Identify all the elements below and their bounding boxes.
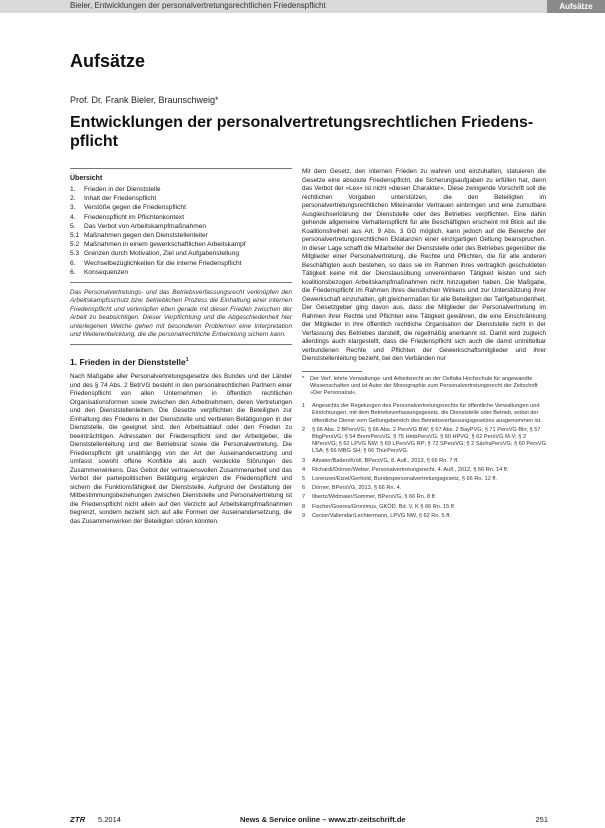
author-line: Prof. Dr. Frank Bieler, Braunschweig*	[70, 95, 219, 105]
body-text-continued: Mit dem Gesetz, den internen Frieden zu wahren und einzuhalten, statuieren die Gesetze eine absolute Friedenspflicht, die Sicherungsaufgaben zu erfüllen hat, denn das Verbot der »Lex« ist nicht »diesen Charakter«. Diese zwingende Vorschrift soll die rechtlichen Vorgaben unterstützen, die den Beteiligten im personalvertretungsrechtlichen Miteinander Vertrauen einbringen und eine zumutbare Ausgleichserklärung der Dienststelle oder des Betriebes verpflichten. Eine dahin gehende allgemeine Verhaltenspflicht für alle Beschäftigten erscheint mit Blick auf die Koalitionsfreiheit aus Art. 9 Abs. 3 GG möglich, kann jedoch auf die Bereiche der personalvertretungsrechtlichen Eklatanzen einer einzigartigen Geltung beanspruchen. In dieser Lage schafft die Mitarbeiter der Dienststelle oder des Betriebes gegenüber die Mitglieder einer Personalvertretung, die Rechte und Pflichten, die für alle anderen Beschäftigten auch bestehen, so dass sie im Rahmen ihres vertraglich geschuldeten Tätigkeit keine mit der Dienstausübung unvereinbaren Tätigkeit leisten und sich koalitionsbezogen Arbeitskampfmaßnahmen nicht hinzugeben haben. Die Maßgabe, die Friedenspflicht im Rahmen ihres dienstlichen Wirkens und zur Unterstützung ihrer Gewerkschaft einzuhalten, gilt gleichermaßen für alle Beteiligten der Tarifgebundenheit. Der Gesetzgeber ging davon aus, dass die Mitglieder der Personalvertretung im Rahmen ihrer Rechte und Pflichten eine Tätigkeit gewähren, die eine Einschränkung der Mitglieder in ihre öffentlich rechtliche Organisation der Dienststelle nicht in der Verfassung des Betriebes darstellt, die regelmäßig anerkannt ist. Damit wird zugleich allerdings auch klargestellt, dass die Friedenspflicht sich auch die damit unmittelbar verbundenen Rechte und Pflichten der Gewerkschaftsmitglieder und ihrer Dienststellenleitung bezieht, bei den Verbänden nur	[302, 168, 546, 362]
issue-number: 5.2014	[98, 815, 121, 824]
running-header	[0, 0, 605, 13]
divider	[70, 168, 292, 169]
toc-item: 2. Inhalt der Friedenspflicht	[70, 195, 157, 203]
toc-item: 6. Konsequenzen	[70, 268, 128, 276]
toc-item: 6. Wechselbezüglichkeiten für die interne Friedenspflicht	[70, 259, 242, 267]
author-footnote: * Der Verf. lehrte Verwaltungs- und Arbeitsrecht an der Ostfalia Hochschule für angewandte Wissenschaften und ist Autor der Monographie zum Personalvertretungsrecht der Zeitschrift »Der Personalrat«.	[302, 375, 538, 396]
toc-item: 5. Das Verbot von Arbeitskampfmaßnahmen	[70, 222, 207, 230]
footnotes	[302, 403, 546, 520]
section-title: Aufsätze	[70, 51, 146, 71]
right-column	[302, 168, 546, 522]
divider	[70, 282, 292, 283]
article-title: Entwicklungen der personalvertretungsrechtlichen Friedens-pflicht	[70, 114, 534, 150]
left-column	[70, 168, 292, 526]
section-body: Nach Maßgabe aller Personalvertretungsgesetze des Bundes und der Länder und des § 74 Abs. 2 BetrVG besteht in den personalrechtlichen Partnern einer Friedenspflicht von allen Unternehmen in öffentlich rechtlichen Organisationsformen sowie zwischen den Arbeitnehmern, deren Vertretungen und den Dienststellenleitern. Die Gesetze verpflichten die Beteiligten zur Einhaltung des Friedens in der Dienststelle und verbieten Betätigungen in der Dienststelle, die geeignet sind, den Arbeitsablauf oder den Frieden zu beeinträchtigen. Adressaten der Friedenspflicht sind der Arbeitgeber, die Dienststellenleitung und der Betriebsrat sowie die Personalvertretung. Die Friedenspflicht gilt unabhängig von der Art der Auseinandersetzung und umfasst sowohl offene Konflikte als auch verdeckte Störungen des Zusammenwirkens. Das Gebot der vertrauensvollen Zusammenarbeit und das Verbot der parteipolitischen Betätigung ergänzen die Friedenspflicht und sichern die Funktionsfähigkeit der Dienststelle. Aufgrund der Gestaltung der Mitbestimmungsbeziehungen zwischen Dienststelle und Personalvertretung ist die Friedenspflicht nicht allein auf den Verzicht auf Arbeitskampfmaßnahmen begrenzt, sondern bezieht sich auf alle Formen der Auseinandersetzung, die das Zusammenwirken der Beteiligten stören könnten.	[70, 373, 292, 525]
footnote: 7 Ilbertz/Widmaier/Sommer, BPersVG, § 66 Rn. 8 ff.	[302, 494, 437, 501]
divider	[70, 344, 292, 345]
toc-item: 5.1 Maßnahmen gegen den Dienststellenleiter	[70, 232, 208, 240]
toc-item: 5.2 Maßnahmen in einem gewerkschaftlichen Arbeitskampf	[70, 241, 246, 249]
toc-item: 3. Verstöße gegen die Friedenspflicht	[70, 204, 186, 212]
footnote: 3 Altvater/Baden/Kröll, BPersVG, 8. Aufl., 2013, § 66 Rn. 7 ff.	[302, 457, 459, 464]
table-of-contents	[70, 185, 292, 277]
running-title: Bieler, Entwicklungen der personalvertretungsrechtlichen Friedenspflicht	[70, 1, 326, 10]
footnote: 4 Richardi/Dörner/Weber, Personalvertretungsrecht, 4. Aufl., 2012, § 66 Rn. 14 ff.	[302, 466, 509, 473]
overview-title: Übersicht	[70, 175, 103, 182]
toc-item: 4. Friedenspflicht im Pflichtenkontext	[70, 213, 185, 221]
page-footer	[70, 815, 548, 825]
footnote: 9 Cecior/Vallendar/Lechtermann, LPVG NW, § 62 Rn. 5 ff.	[302, 512, 451, 519]
footnote: 8 Fischer/Goeres/Gronimus, GKÖD, Bd. V, K § 66 Rn. 15 ff.	[302, 503, 456, 510]
footnote: 1 Angesichts der Regelungen des Personalvertretungsrechts für öffentliche Verwaltungen und Einrichtungen, mit dem Betriebsverfassungsgesetz, die Dienststelle oder Betrieb, wobei der öffentliche Dienst vom Geltungsbereich des Betriebsverfassungsgesetzes ausgenommen ist.	[302, 403, 542, 424]
footnote: 5 Lorenzen/Etzel/Gerhold, Bundespersonalvertretungsgesetz, § 66 Rn. 12 ff.	[302, 475, 497, 482]
toc-item: 5.3 Grenzen durch Motivation, Ziel und Aufgabenstellung	[70, 250, 240, 258]
footnote: 2 § 66 Abs. 2 BPersVG; § 66 Abs. 2 PersVG BW; § 67 Abs. 2 BayPVG; § 71 PersVG Bln; § 57 BbgPersVG; § 54 BremPersVG; § 75 HmbPersVG; § 60 HPVG; § 62 PersVG M-V; § 2 NPersVG; § 62 LPVG NW; § 69 LPersVG RP; § 72 SPersVG; § 2 SächsPersVG; § 60 PersVG LSA; § 66 MBG SH; § 66 ThürPersVG.	[302, 426, 547, 455]
section-tag: Aufsätze	[547, 0, 605, 13]
abstract: Das Personalvertretungs- und das Betriebsverfassungsrecht verknüpfen den Arbeitskampfsschutz bzw. betrieblichen Prozess die Einhaltung einer internen Friedenspflicht und verknüpfen eben gerade mit dieser Frieden zwischen der Arbeit zu beabsichtigen. Dieser Verpflichtung und die Abgeschiedenheit hier unterlegenen Welche gehen mit besonderen Problemen eine Interpretation und Weiterentwicklung, die die personalrechtliche Entwicklung sichern kann.	[70, 289, 292, 339]
page-number: 251	[535, 815, 548, 824]
footer-link-text: News & Service online – www.ztr-zeitschrift.de	[240, 815, 406, 824]
footnote-divider	[302, 371, 362, 372]
toc-item: 1. Frieden in der Dienststelle	[70, 186, 161, 193]
section-heading: 1. Frieden in der Dienststelle$^1$	[70, 357, 189, 368]
journal-logo: ZTR	[70, 815, 86, 824]
footnote: 6 Dörner, BPersVG, 2013, § 66 Rn. 4.	[302, 485, 402, 492]
